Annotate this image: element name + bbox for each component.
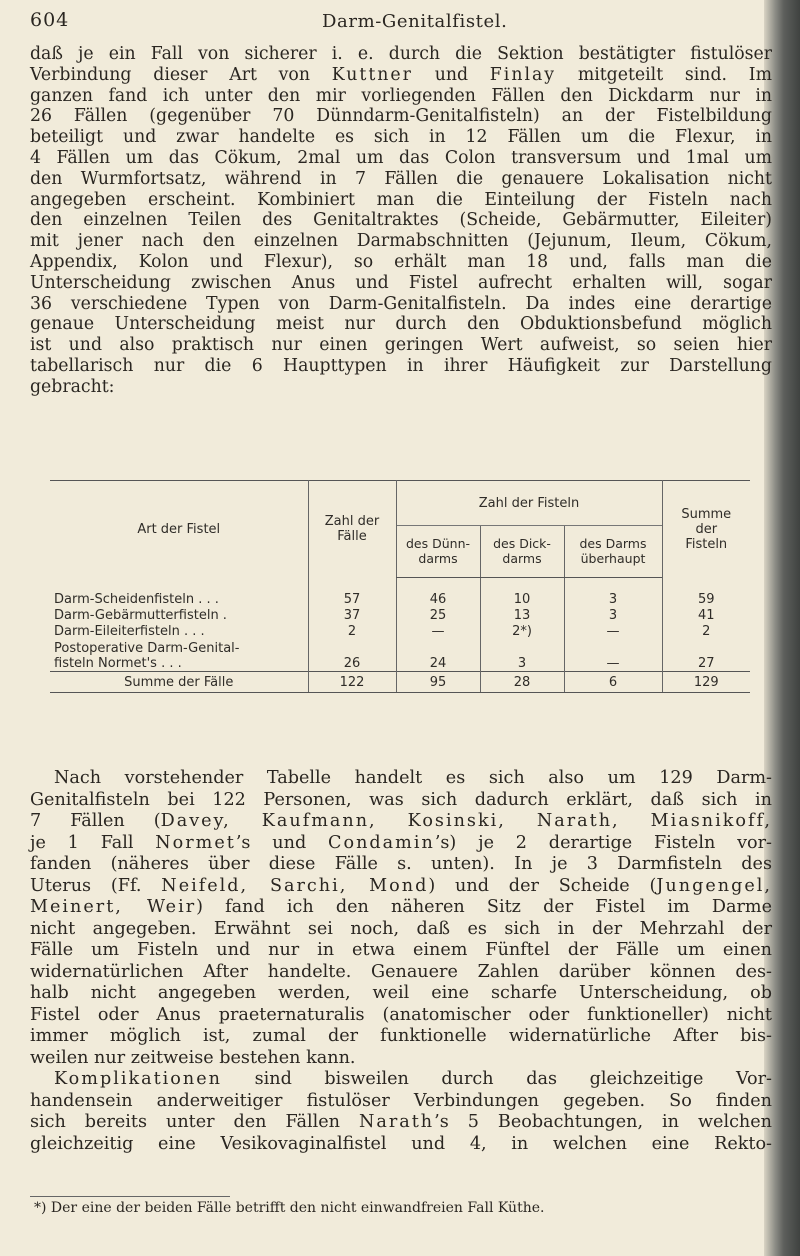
paragraph2-line: handensein anderweitiger fistulöser Verbindungen gegeben. So finden bbox=[30, 1090, 772, 1111]
cell-faelle: 26 bbox=[308, 639, 396, 672]
subheader-dickdarm-line1: des Dick- bbox=[493, 536, 551, 552]
sum-summe: 129 bbox=[662, 672, 750, 693]
page bbox=[30, 0, 772, 1216]
cell-dick: 2*) bbox=[480, 623, 564, 639]
header-art: Art der Fistel bbox=[137, 521, 221, 537]
header-summe-line3: Fisteln bbox=[685, 536, 728, 552]
table-body bbox=[50, 577, 750, 672]
cell-summe: 2 bbox=[662, 623, 750, 639]
cell-duenn: 46 bbox=[396, 577, 480, 607]
spaced-name: Davey, Kaufmann, Kosinski, Narath, Miasnikoff, bbox=[160, 811, 772, 831]
sum-faelle: 122 bbox=[308, 672, 396, 693]
cell-faelle: 2 bbox=[308, 623, 396, 639]
footnote: *) Der eine der beiden Fälle betrifft den nicht einwandfreien Fall Küthe. bbox=[34, 1200, 545, 1216]
paragraph1-line: daß je ein Fall von sicherer i. e. durch die Sektion bestätigter fistulöser bbox=[30, 44, 772, 64]
cell-darms: 3 bbox=[564, 577, 662, 607]
paragraph2-line: widernatürlichen After handelte. Genauere Zahlen darüber können des- bbox=[30, 961, 772, 982]
sum-darms: 6 bbox=[564, 672, 662, 693]
spaced-name: Kuttner bbox=[331, 64, 413, 85]
paragraph2-line: sich bereits unter den Fällen Narath’s 5 Beobachtungen, in welchen bbox=[30, 1112, 772, 1132]
header-summe-line1: Summe bbox=[681, 506, 732, 522]
cell-dick: 13 bbox=[480, 607, 564, 623]
spaced-name: Jungengel, bbox=[656, 875, 772, 896]
spaced-name: Narath bbox=[358, 1112, 435, 1132]
paragraph2-line: Fälle um Fisteln und nur in etwa einem Fünftel der Fälle um einen bbox=[30, 940, 772, 960]
paragraph2-line: Uterus (Ff. Neifeld, Sarchi, Mond) und der Scheide (Jungengel, bbox=[30, 875, 772, 896]
cell-dick: 3 bbox=[480, 639, 564, 672]
paragraph2-line: Genitalfisteln bei 122 Personen, was sich dadurch erklärt, daß sich in bbox=[30, 789, 772, 810]
paragraph1-line: ganzen fand ich unter den mir vorliegenden Fällen den Dickdarm nur in bbox=[30, 85, 772, 106]
spaced-name: Normet bbox=[155, 832, 236, 853]
paragraph1-line: den einzelnen Teilen des Genitaltraktes (Scheide, Gebärmutter, Eileiter) bbox=[30, 210, 772, 231]
paragraph2-line: halb nicht angegeben werden, weil eine scharfe Unterscheidung, ob bbox=[30, 983, 772, 1003]
paragraph1-line: Appendix, Kolon und Flexur), so erhält man 18 und, falls man die bbox=[30, 251, 772, 272]
cell-summe: 59 bbox=[662, 577, 750, 607]
paragraph2-line: fanden (näheres über diese Fälle s. unten). In je 3 Darmfisteln des bbox=[30, 854, 772, 874]
page-number: 604 bbox=[30, 9, 70, 31]
page-header bbox=[30, 0, 772, 44]
paragraph2-line: Fistel oder Anus praeternaturalis (anatomischer oder funktioneller) nicht bbox=[30, 1004, 772, 1025]
cell-faelle: 37 bbox=[308, 607, 396, 623]
table-row bbox=[50, 639, 750, 672]
header-zahl-faelle-line1: Zahl der bbox=[324, 514, 380, 529]
sum-label: Summe der Fälle bbox=[50, 672, 308, 693]
spaced-name: Neifeld, Sarchi, Mond bbox=[161, 875, 429, 896]
paragraph-1 bbox=[30, 44, 772, 398]
header-zahl-faelle bbox=[308, 481, 396, 578]
cell-summe: 27 bbox=[662, 639, 750, 672]
paragraph1-line: ist und also praktisch nur einen geringen Wert aufweist, so seien hier bbox=[30, 335, 772, 356]
row-label: Darm-Gebärmutterfisteln . bbox=[54, 608, 227, 623]
cell-darms: — bbox=[564, 623, 662, 639]
table-row bbox=[50, 577, 750, 607]
header-zahl-faelle-line2: Fälle bbox=[337, 529, 367, 544]
spaced-name: Komplikationen bbox=[54, 1069, 222, 1089]
spaced-name: Condamin bbox=[328, 832, 435, 853]
cell-dick: 10 bbox=[480, 577, 564, 607]
spaced-name: Finlay bbox=[489, 64, 557, 85]
paragraph1-line: Unterscheidung zwischen Anus und Fistel aufrecht erhalten will, sogar bbox=[30, 272, 772, 293]
table-row bbox=[50, 623, 750, 639]
paragraph1-line: den Wurmfortsatz, während in 7 Fällen die genauere Lokalisation nicht bbox=[30, 168, 772, 189]
fistula-table bbox=[50, 480, 750, 693]
header-zahl-fisteln: Zahl der Fisteln bbox=[396, 481, 662, 526]
paragraph-2 bbox=[30, 768, 772, 1155]
subheader-duenndarm bbox=[396, 526, 480, 577]
subheader-dickdarm-line2: darms bbox=[502, 551, 542, 567]
paragraph2-line: immer möglich ist, zumal der funktionelle widernatürliche After bis- bbox=[30, 1026, 772, 1046]
paragraph1-line: gebracht: bbox=[30, 376, 115, 397]
paragraph1-line: mit jener nach den einzelnen Darmabschnitten (Jejunum, Ileum, Cökum, bbox=[30, 231, 772, 252]
paragraph2-line: Komplikationen sind bisweilen durch das gleichzeitige Vor- bbox=[54, 1069, 772, 1089]
subheader-duenndarm-line1: des Dünn- bbox=[405, 536, 470, 552]
subheader-darm-ueberhaupt-line2: überhaupt bbox=[580, 551, 646, 567]
cell-duenn: 24 bbox=[396, 639, 480, 672]
footnote-rule bbox=[30, 1196, 230, 1197]
cell-faelle: 57 bbox=[308, 577, 396, 607]
paragraph1-line: Verbindung dieser Art von Kuttner und Finlay mitgeteilt sind. Im bbox=[30, 64, 772, 85]
paragraph1-line: angegeben erscheint. Kombiniert man die Einteilung der Fisteln nach bbox=[30, 189, 772, 210]
subheader-darm-ueberhaupt bbox=[564, 526, 662, 577]
subheader-dickdarm bbox=[480, 526, 564, 577]
table-sum-row bbox=[50, 672, 750, 693]
subheader-duenndarm-line2: darms bbox=[418, 551, 458, 567]
running-title: Darm-Genitalfistel. bbox=[322, 11, 508, 32]
header-summe bbox=[662, 481, 750, 578]
paragraph1-line: genaue Unterscheidung meist nur durch den Obduktionsbefund möglich bbox=[30, 314, 772, 335]
paragraph2-line: gleichzeitig eine Vesikovaginalfistel und 4, in welchen eine Rekto- bbox=[30, 1133, 772, 1154]
paragraph1-line: tabellarisch nur die 6 Haupttypen in ihrer Häufigkeit zur Darstellung bbox=[30, 355, 772, 376]
paragraph2-line: weilen nur zeitweise bestehen kann. bbox=[30, 1047, 356, 1068]
table-row bbox=[50, 607, 750, 623]
header-summe-line2: der bbox=[695, 521, 718, 537]
paragraph2-line: Meinert, Weir) fand ich den näheren Sitz der Fistel im Darme bbox=[30, 897, 772, 917]
cell-duenn: 25 bbox=[396, 607, 480, 623]
paragraph2-line: 7 Fällen (Davey, Kaufmann, Kosinski, Narath, Miasnikoff, bbox=[30, 811, 772, 831]
cell-darms: 3 bbox=[564, 607, 662, 623]
paragraph2-line: Nach vorstehender Tabelle handelt es sich also um 129 Darm- bbox=[54, 768, 772, 788]
cell-darms: — bbox=[564, 639, 662, 672]
paragraph2-line: nicht angegeben. Erwähnt sei noch, daß es sich in der Mehrzahl der bbox=[30, 918, 772, 939]
spaced-name: Meinert, Weir bbox=[30, 897, 197, 917]
paragraph1-line: 36 verschiedene Typen von Darm-Genitalfisteln. Da indes eine derartige bbox=[30, 293, 772, 314]
paragraph2-line: je 1 Fall Normet’s und Condamin’s) je 2 derartige Fisteln vor- bbox=[30, 832, 772, 853]
sum-dick: 28 bbox=[480, 672, 564, 693]
cell-summe: 41 bbox=[662, 607, 750, 623]
paragraph1-line: 4 Fällen um das Cökum, 2mal um das Colon transversum und 1mal um bbox=[30, 147, 772, 168]
paragraph1-line: 26 Fällen (gegenüber 70 Dünndarm-Genitalfisteln) an der Fistelbildung bbox=[30, 106, 772, 127]
row-label: Darm-Eileiterfisteln . . . bbox=[54, 624, 205, 639]
paragraph1-line: beteiligt und zwar handelte es sich in 12 Fällen um die Flexur, in bbox=[30, 127, 772, 148]
row-label: Postoperative Darm-Genital- fisteln Normet's . . . bbox=[54, 641, 240, 671]
cell-duenn: — bbox=[396, 623, 480, 639]
sum-duenn: 95 bbox=[396, 672, 480, 693]
subheader-darm-ueberhaupt-line1: des Darms bbox=[579, 536, 647, 552]
row-label: Darm-Scheidenfisteln . . . bbox=[54, 592, 219, 607]
